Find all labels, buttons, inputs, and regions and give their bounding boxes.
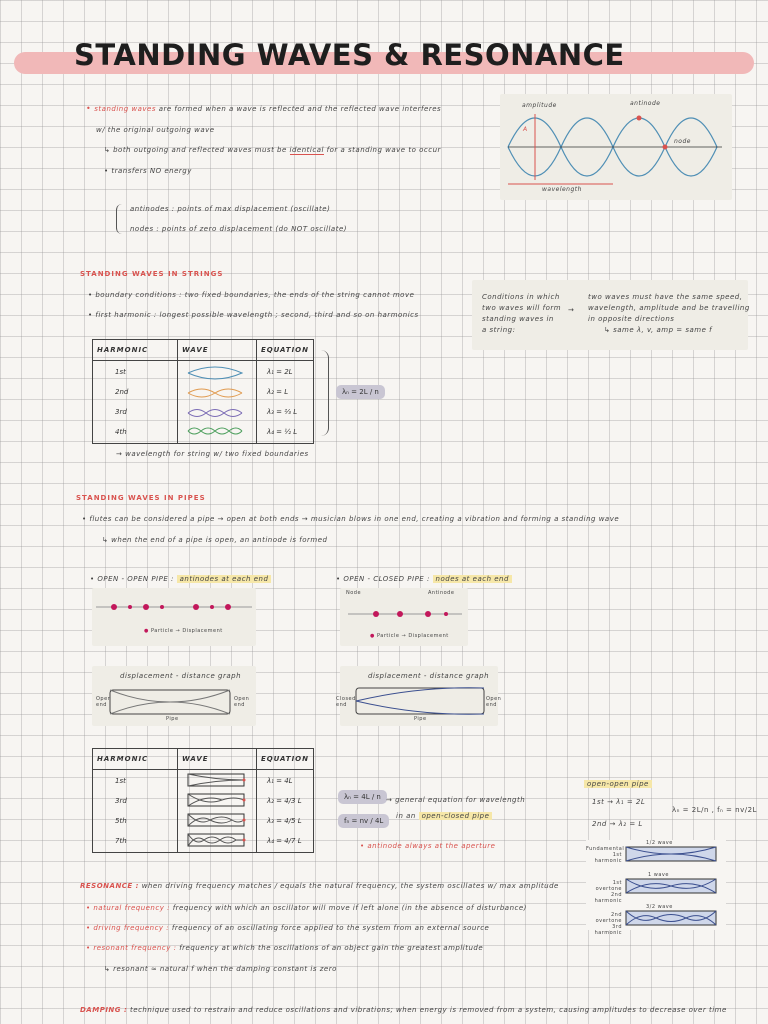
pipe-tag-oc: Pipe xyxy=(414,716,427,722)
h4: 4th xyxy=(115,428,127,436)
string-harmonics-table xyxy=(92,339,314,444)
th2-harmonic: HARMONIC xyxy=(93,749,178,770)
harmonic-col xyxy=(93,361,178,444)
intro-text-3a: ↳ both outgoing and reflected waves must be xyxy=(104,146,287,154)
cond-l3: standing waves in xyxy=(482,315,554,323)
th2-wave: WAVE xyxy=(177,749,256,770)
legend-oo: ● Particle → Displacement xyxy=(144,628,223,634)
standing-wave-figure xyxy=(500,94,732,200)
intro-text-1: are formed when a wave is reflected and the reflected wave interferes xyxy=(158,105,442,113)
equation-col-2 xyxy=(256,770,313,853)
cond-l1: Conditions in which xyxy=(482,293,560,301)
th2-equation: EQUATION xyxy=(256,749,313,770)
oc-label: • OPEN - CLOSED PIPE : xyxy=(336,575,430,583)
dd-title-oc: displacement - distance graph xyxy=(368,672,490,680)
dd-title-oo: displacement - distance graph xyxy=(120,672,242,680)
node-label: node xyxy=(674,138,691,145)
amplitude-label: amplitude xyxy=(522,102,557,109)
brace xyxy=(116,204,125,234)
p1: 1st xyxy=(115,777,126,785)
df-def: frequency of an oscillating force applied to the system from an external source xyxy=(171,924,490,932)
intro-line-4: • transfers NO energy xyxy=(104,167,192,175)
overtone-1-label: 1st overtone 2nd harmonic xyxy=(594,880,622,904)
antinode-label: antinode xyxy=(630,100,661,107)
intro-line-1: • standing waves are formed when a wave is reflected and the reflected wave interferes xyxy=(86,104,442,113)
cond-r2: wavelength, amplitude and be travelling xyxy=(588,304,750,312)
term-identical: identical xyxy=(289,146,324,154)
h2: 2nd xyxy=(115,388,129,396)
eq2: λ₂ = L xyxy=(266,388,289,396)
one-wave-label: 1 wave xyxy=(648,872,669,878)
open-open-dd-graph xyxy=(92,666,256,726)
th-harmonic: HARMONIC xyxy=(93,340,178,361)
pipes-heading: STANDING WAVES IN PIPES xyxy=(76,494,206,502)
oo-summary-row-1: 1st → λ₁ = 2L xyxy=(592,798,646,806)
intro-line-2: w/ the original outgoing wave xyxy=(96,126,215,134)
legend-displacement-oc: Displacement xyxy=(408,633,449,639)
oo-summary-row-2: 2nd → λ₂ = L xyxy=(592,820,643,828)
p3: 5th xyxy=(115,817,127,825)
cond-r1: two waves must have the same speed, xyxy=(588,293,743,301)
eq3: λ₃ = ⅔ L xyxy=(266,408,298,416)
conditions-left xyxy=(482,292,561,336)
nf-def: frequency with which an oscillator will move if left alone (in the absence of disturbance) xyxy=(172,904,527,912)
cond-r3: in opposite directions xyxy=(588,315,675,323)
standing-wave-diagram xyxy=(500,94,732,200)
pipe-harmonics-table xyxy=(92,748,314,853)
resonance-term: RESONANCE : xyxy=(80,882,139,890)
arrow: → xyxy=(568,306,575,314)
equation-col xyxy=(256,361,313,444)
pipes-line-2: ↳ when the end of a pipe is open, an antinode is formed xyxy=(102,536,328,544)
page-title: STANDING WAVES & RESONANCE xyxy=(74,38,625,72)
node-tag: Node xyxy=(346,590,362,596)
eq4: λ₄ = ½ L xyxy=(266,428,298,436)
aperture-note: • antinode always at the aperture xyxy=(360,842,496,850)
pipe-frequency-formula: fₙ = nv / 4L xyxy=(338,814,389,828)
open-open-particles xyxy=(92,588,256,646)
three-half-wave-label: 3/2 wave xyxy=(646,904,673,910)
a-label: A xyxy=(523,126,528,133)
resonance-sub: ↳ resonant ≈ natural f when the damping constant is zero xyxy=(104,965,337,973)
oo-summary-eq: λₙ = 2L/n , fₙ = nv/2L xyxy=(672,806,757,814)
cond-l4: a string: xyxy=(482,326,516,334)
open-closed-label xyxy=(336,575,512,583)
legend-displacement-oo: Displacement xyxy=(182,628,223,634)
conditions-right xyxy=(588,292,750,336)
oo-highlight: antinodes at each end xyxy=(177,575,272,583)
open-end-left: Open end xyxy=(96,696,112,708)
oo-harmonic-panel xyxy=(586,840,726,936)
th-equation: EQUATION xyxy=(256,340,313,361)
open-end-right: Open end xyxy=(234,696,250,708)
th-wave: WAVE xyxy=(177,340,256,361)
nf-term: • natural frequency : xyxy=(86,904,170,912)
oc-highlight: nodes at each end xyxy=(433,575,512,583)
driving-frequency-line xyxy=(86,924,489,932)
closed-end-tag: Closed end xyxy=(336,696,356,708)
cond-sub: ↳ same λ, v, amp = same f xyxy=(604,326,713,334)
bc-term: • boundary conditions : xyxy=(88,291,183,299)
oo-particle-diagram xyxy=(92,588,256,628)
half-wave-label: 1/2 wave xyxy=(646,840,673,846)
resonance-def: when driving frequency matches / equals the natural frequency, the system oscillates w/ max amplitude xyxy=(141,882,559,890)
legend-oc: ● Particle → Displacement xyxy=(370,633,449,639)
first-harmonic-line: • first harmonic : longest possible wavelength ; second, third and so on harmonics xyxy=(88,311,419,319)
strings-heading: STANDING WAVES IN STRINGS xyxy=(80,270,224,278)
conditions-panel xyxy=(472,280,748,350)
open-closed-dd-graph xyxy=(336,666,502,726)
peq3: λ₃ = 4/5 L xyxy=(266,817,302,825)
open-closed-note xyxy=(396,812,492,820)
wave-col xyxy=(177,361,256,444)
cond-l2: two waves will form xyxy=(482,304,562,312)
nodes-definition: nodes : points of zero displacement (do NOT oscillate) xyxy=(130,225,348,233)
peq4: λ₄ = 4/7 L xyxy=(266,837,302,845)
open-end-tag: Open end xyxy=(486,696,502,708)
string-wave-sketches xyxy=(182,361,252,441)
h3: 3rd xyxy=(115,408,127,416)
resonance-line xyxy=(80,882,559,890)
eq1: λ₁ = 2L xyxy=(266,368,293,376)
harmonic-col-2 xyxy=(93,770,178,853)
pipes-line-1: • flutes can be considered a pipe → open at both ends → musician blows in one end, creating a vibration and forming a standing wave xyxy=(82,515,620,523)
p4: 7th xyxy=(115,837,127,845)
bc-text: two fixed boundaries, the ends of the string cannot move xyxy=(184,291,415,299)
wavelength-label: wavelength xyxy=(542,186,582,193)
df-term: • driving frequency : xyxy=(86,924,170,932)
g2-highlight: open-closed pipe xyxy=(419,812,493,820)
antinodes-definition: antinodes : points of max displacement (oscillate) xyxy=(130,205,331,213)
open-closed-particles xyxy=(340,588,468,646)
intro-text-3b: for a standing wave to occur xyxy=(326,146,441,154)
pipe-wave-sketches xyxy=(182,770,252,850)
string-note: → wavelength for string w/ two fixed boundaries xyxy=(116,450,309,458)
p2: 3rd xyxy=(115,797,127,805)
h1: 1st xyxy=(115,368,126,376)
open-open-label xyxy=(90,575,271,583)
general-eq-note: → general equation for wavelength xyxy=(386,796,526,804)
overtone-2-label: 2nd overtone 3rd harmonic xyxy=(594,912,622,936)
damping-def: technique used to restrain and reduce oscillations and vibrations; when energy is removed from a system, causing amplitudes to decrease over time xyxy=(130,1006,727,1014)
g2a: in an xyxy=(396,812,416,820)
wave-col-2 xyxy=(177,770,256,853)
resonant-frequency-line xyxy=(86,944,483,952)
fundamental-label: Fundamental 1st harmonic xyxy=(586,846,625,864)
string-formula: λₙ = 2L / n xyxy=(336,385,385,399)
damping-line xyxy=(80,1006,727,1014)
boundary-conditions xyxy=(88,291,414,299)
antinode-tag: Antinode xyxy=(428,590,455,596)
intro-line-3 xyxy=(104,146,441,154)
peq2: λ₂ = 4/3 L xyxy=(266,797,302,805)
rf-def: frequency at which the oscillations of an object gain the greatest amplitude xyxy=(179,944,484,952)
term-standing-waves: standing waves xyxy=(94,105,156,113)
brace-right xyxy=(320,350,329,436)
oo-label: • OPEN - OPEN PIPE : xyxy=(90,575,174,583)
legend-particle-oo: Particle xyxy=(150,628,174,634)
pipe-tag-oo: Pipe xyxy=(166,716,179,722)
legend-particle-oc: Particle xyxy=(376,633,400,639)
damping-term: DAMPING : xyxy=(80,1006,128,1014)
rf-term: • resonant frequency : xyxy=(86,944,177,952)
oo-summary-title: open-open pipe xyxy=(584,780,652,788)
natural-frequency-line xyxy=(86,904,527,912)
peq1: λ₁ = 4L xyxy=(266,777,293,785)
pipe-wavelength-formula: λₙ = 4L / n xyxy=(338,790,387,804)
